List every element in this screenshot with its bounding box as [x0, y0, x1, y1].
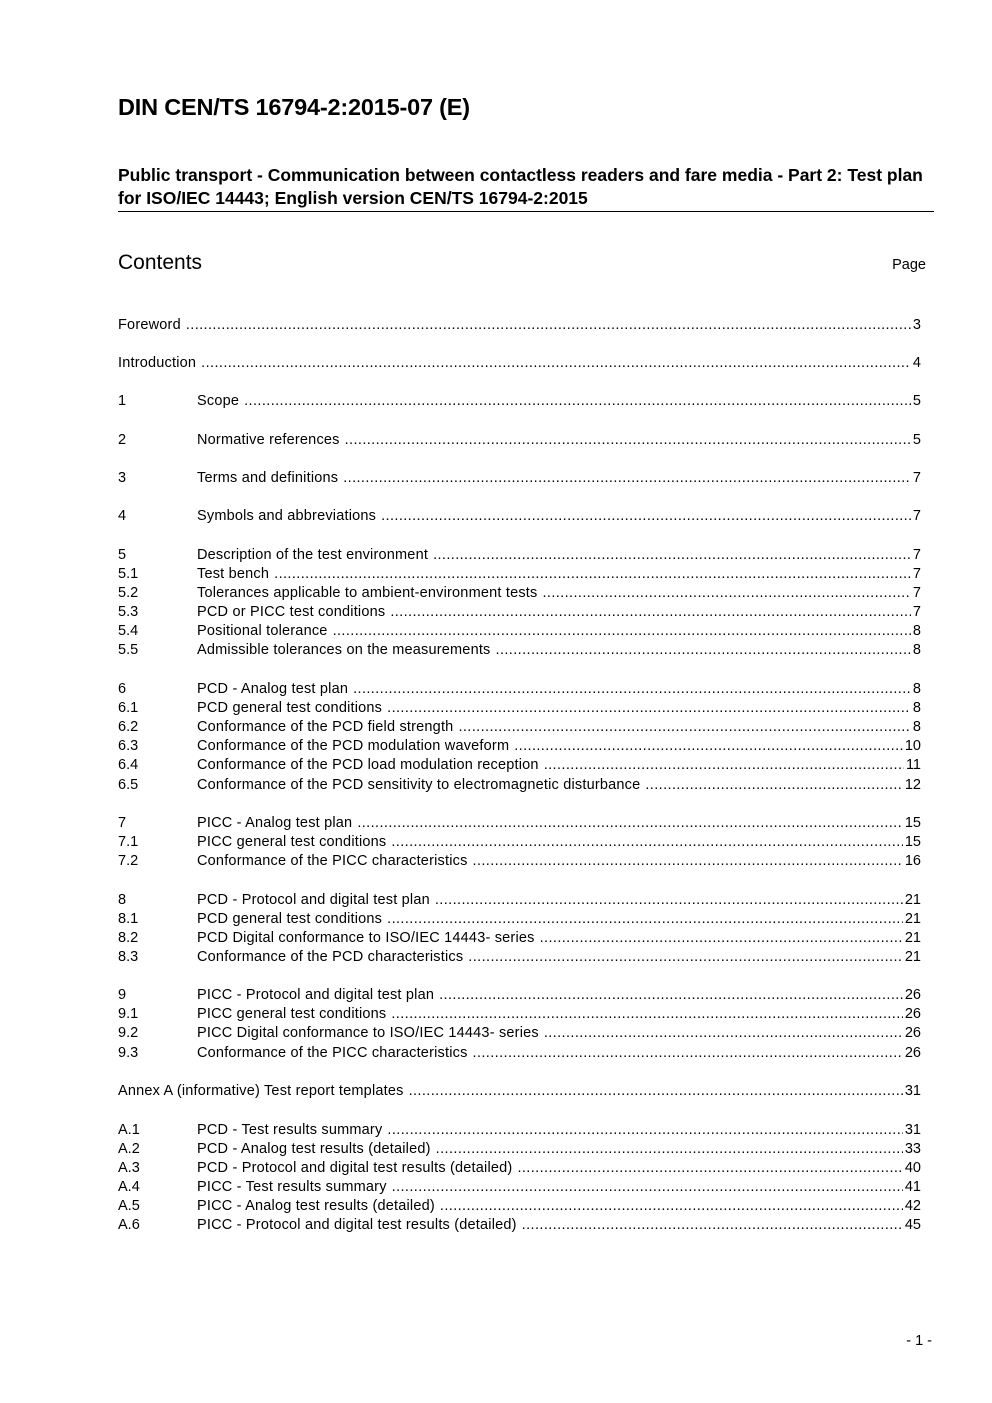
toc-entry-page: 15: [904, 834, 921, 850]
toc-dot-leader: [353, 680, 911, 699]
toc-entry-title: PCD - Analog test plan: [197, 681, 349, 697]
toc-entry-number: 9: [118, 987, 127, 1003]
toc-entry-title: Foreword: [118, 317, 181, 333]
toc-entry-page: 21: [904, 949, 921, 965]
toc-entry-title: PICC - Protocol and digital test results (detailed): [197, 1217, 517, 1233]
toc-entry-page: 7: [912, 585, 921, 601]
toc-dot-leader: [409, 1082, 903, 1101]
toc-entry-number: 8.3: [118, 949, 139, 965]
toc-entry-page: 40: [904, 1160, 921, 1176]
toc-entry-title: PCD - Protocol and digital test plan: [197, 892, 430, 908]
toc-entry[interactable]: [118, 986, 921, 1005]
toc-entry-title: Introduction: [118, 355, 197, 371]
toc-dot-leader: [186, 316, 911, 335]
contents-heading: Contents: [118, 251, 203, 274]
toc-entry-page: 7: [912, 547, 921, 563]
toc-entry-title: PICC Digital conformance to ISO/IEC 14443- series: [197, 1025, 539, 1041]
toc-entry[interactable]: [118, 1159, 921, 1178]
toc-entry-page: 33: [904, 1141, 921, 1157]
toc-entry[interactable]: [118, 1044, 921, 1063]
toc-entry[interactable]: [118, 776, 921, 795]
toc-dot-leader: [387, 699, 911, 718]
toc-entry-title: PICC - Test results summary: [197, 1179, 387, 1195]
toc-dot-leader: [435, 891, 903, 910]
toc-dot-leader: [439, 986, 903, 1005]
document-subtitle: Public transport - Communication between contactless readers and fare media - Part 2: Test plan for ISO/IEC 14443; English version CEN/TS 16794-2:2015: [118, 164, 934, 212]
toc-dot-leader: [345, 431, 911, 450]
toc-entry-number: 1: [118, 393, 127, 409]
toc-entry-number: 2: [118, 432, 127, 448]
toc-entry-number: 6.3: [118, 738, 139, 754]
toc-entry-number: 5.2: [118, 585, 139, 601]
toc-entry-title: PICC general test conditions: [197, 1006, 387, 1022]
toc-entry-page: 15: [904, 815, 921, 831]
toc-entry-page: 21: [904, 911, 921, 927]
toc-entry-number: A.6: [118, 1217, 140, 1233]
toc-dot-leader: [473, 1044, 903, 1063]
toc-entry-page: 8: [912, 681, 921, 697]
toc-dot-leader: [544, 756, 904, 775]
toc-entry-number: 7: [118, 815, 127, 831]
toc-entry[interactable]: [118, 316, 921, 335]
toc-entry[interactable]: [118, 737, 921, 756]
toc-entry[interactable]: [118, 507, 921, 526]
toc-dot-leader: [433, 546, 911, 565]
toc-dot-leader: [333, 622, 911, 641]
toc-dot-leader: [381, 507, 911, 526]
toc-dot-leader: [458, 718, 910, 737]
toc-entry[interactable]: [118, 910, 921, 929]
toc-entry-number: A.2: [118, 1141, 140, 1157]
toc-dot-leader: [436, 1140, 903, 1159]
toc-entry-number: 8: [118, 892, 127, 908]
toc-entry-title: Description of the test environment: [197, 547, 429, 563]
toc-entry[interactable]: [118, 814, 921, 833]
toc-entry[interactable]: [118, 354, 921, 373]
toc-entry-page: 26: [904, 1025, 921, 1041]
toc-dot-leader: [391, 1005, 902, 1024]
toc-dot-leader: [517, 1159, 902, 1178]
toc-entry-number: 6.4: [118, 757, 139, 773]
toc-entry[interactable]: [118, 1082, 921, 1101]
toc-dot-leader: [390, 603, 911, 622]
toc-entry-number: 9.3: [118, 1045, 139, 1061]
toc-entry-page: 7: [912, 508, 921, 524]
toc-entry[interactable]: [118, 680, 921, 699]
toc-entry-title: PICC - Analog test results (detailed): [197, 1198, 435, 1214]
toc-entry[interactable]: [118, 929, 921, 948]
toc-entry-title: Test bench: [197, 566, 270, 582]
toc-dot-leader: [387, 1121, 902, 1140]
toc-entry-page: 4: [912, 355, 921, 371]
toc-entry-page: 21: [904, 930, 921, 946]
toc-entry-title: PCD - Test results summary: [197, 1122, 383, 1138]
toc-entry-title: PCD Digital conformance to ISO/IEC 14443- series: [197, 930, 535, 946]
toc-entry[interactable]: [118, 1140, 921, 1159]
toc-entry-title: PICC general test conditions: [197, 834, 387, 850]
toc-entry-title: PCD - Protocol and digital test results (detailed): [197, 1160, 513, 1176]
toc-entry-title: Conformance of the PCD load modulation reception: [197, 757, 539, 773]
toc-entry-title: PCD or PICC test conditions: [197, 604, 386, 620]
toc-entry[interactable]: [118, 1005, 921, 1024]
toc-entry-number: 5: [118, 547, 127, 563]
toc-entry-page: 7: [912, 604, 921, 620]
toc-entry[interactable]: [118, 756, 921, 775]
toc-entry-page: 8: [912, 623, 921, 639]
page-column-label: Page: [892, 257, 926, 273]
toc-entry-page: 5: [912, 393, 921, 409]
toc-dot-leader: [544, 1024, 903, 1043]
toc-entry-title: Conformance of the PCD field strength: [197, 719, 454, 735]
toc-entry-number: 5.3: [118, 604, 139, 620]
toc-entry-number: A.5: [118, 1198, 140, 1214]
toc-entry[interactable]: [118, 1197, 921, 1216]
toc-entry[interactable]: [118, 852, 921, 871]
toc-entry-number: 6.1: [118, 700, 139, 716]
toc-entry-number: 8.1: [118, 911, 139, 927]
toc-dot-leader: [645, 776, 902, 795]
toc-entry-page: 21: [904, 892, 921, 908]
toc-entry-number: A.3: [118, 1160, 140, 1176]
toc-dot-leader: [343, 469, 911, 488]
toc-entry-number: 6: [118, 681, 127, 697]
toc-entry[interactable]: [118, 1024, 921, 1043]
toc-entry-page: 10: [904, 738, 921, 754]
toc-entry-title: PCD general test conditions: [197, 700, 383, 716]
toc-entry-title: Scope: [197, 393, 240, 409]
toc-dot-leader: [392, 1178, 903, 1197]
document-id: DIN CEN/TS 16794-2:2015-07 (E): [118, 94, 470, 120]
toc-entry-title: PCD general test conditions: [197, 911, 383, 927]
toc-entry[interactable]: [118, 1121, 921, 1140]
toc-entry-page: 31: [904, 1083, 921, 1099]
toc-entry-number: 6.5: [118, 777, 139, 793]
toc-entry[interactable]: [118, 641, 921, 660]
toc-entry-page: 45: [904, 1217, 921, 1233]
toc-entry[interactable]: [118, 584, 921, 603]
toc-entry[interactable]: [118, 565, 921, 584]
toc-dot-leader: [542, 584, 910, 603]
toc-entry[interactable]: [118, 546, 921, 565]
toc-dot-leader: [274, 565, 911, 584]
toc-entry-page: 26: [904, 987, 921, 1003]
toc-entry-page: 41: [904, 1179, 921, 1195]
toc-entry[interactable]: [118, 891, 921, 910]
toc-entry-title: Annex A (informative) Test report templates: [118, 1083, 404, 1099]
toc-entry-page: 5: [912, 432, 921, 448]
toc-dot-leader: [496, 641, 911, 660]
toc-entry-page: 8: [912, 642, 921, 658]
toc-entry-number: A.1: [118, 1122, 140, 1138]
toc-entry-title: Conformance of the PICC characteristics: [197, 853, 468, 869]
toc-entry-number: 7.2: [118, 853, 139, 869]
toc-entry-page: 26: [904, 1045, 921, 1061]
toc-entry-title: PCD - Analog test results (detailed): [197, 1141, 431, 1157]
toc-dot-leader: [244, 392, 911, 411]
toc-entry-title: Symbols and abbreviations: [197, 508, 377, 524]
toc-entry[interactable]: [118, 833, 921, 852]
toc-entry-page: 7: [912, 566, 921, 582]
toc-dot-leader: [514, 737, 903, 756]
toc-entry-page: 26: [904, 1006, 921, 1022]
toc-entry-number: 9.2: [118, 1025, 139, 1041]
toc-entry-page: 16: [904, 853, 921, 869]
toc-entry-number: 5.5: [118, 642, 139, 658]
toc-dot-leader: [473, 852, 903, 871]
toc-entry-number: A.4: [118, 1179, 140, 1195]
toc-entry-page: 31: [904, 1122, 921, 1138]
toc-entry-title: PICC - Protocol and digital test plan: [197, 987, 435, 1003]
toc-entry-title: PICC - Analog test plan: [197, 815, 353, 831]
toc-dot-leader: [357, 814, 903, 833]
toc-entry-number: 8.2: [118, 930, 139, 946]
toc-entry[interactable]: [118, 1216, 921, 1235]
toc-entry-page: 7: [912, 470, 921, 486]
toc-entry-title: Tolerances applicable to ambient-environment tests: [197, 585, 538, 601]
toc-entry-title: Conformance of the PCD sensitivity to electromagnetic disturbance: [197, 777, 641, 793]
toc-entry-number: 4: [118, 508, 127, 524]
toc-dot-leader: [440, 1197, 903, 1216]
toc-entry-number: 5.4: [118, 623, 139, 639]
toc-dot-leader: [468, 948, 903, 967]
toc-entry[interactable]: [118, 718, 921, 737]
footer-page-number: - 1 -: [906, 1333, 932, 1349]
toc-entry-number: 9.1: [118, 1006, 139, 1022]
toc-entry-title: Normative references: [197, 432, 340, 448]
toc-entry-number: 5.1: [118, 566, 139, 582]
toc-entry-page: 11: [905, 757, 921, 773]
toc-entry-page: 8: [912, 700, 921, 716]
toc-entry[interactable]: [118, 431, 921, 450]
toc-entry-page: 42: [904, 1198, 921, 1214]
toc-entry-title: Admissible tolerances on the measurements: [197, 642, 491, 658]
toc-entry[interactable]: [118, 603, 921, 622]
toc-entry-title: Positional tolerance: [197, 623, 328, 639]
toc-dot-leader: [387, 910, 903, 929]
toc-entry[interactable]: [118, 622, 921, 641]
toc-dot-leader: [201, 354, 911, 373]
toc-dot-leader: [540, 929, 903, 948]
toc-entry[interactable]: [118, 948, 921, 967]
toc-entry-title: Terms and definitions: [197, 470, 339, 486]
toc-entry-title: Conformance of the PCD characteristics: [197, 949, 464, 965]
toc-entry-number: 7.1: [118, 834, 139, 850]
toc-entry-number: 3: [118, 470, 127, 486]
toc-entry-page: 8: [912, 719, 921, 735]
toc-dot-leader: [391, 833, 902, 852]
toc-entry-title: Conformance of the PCD modulation waveform: [197, 738, 510, 754]
toc-dot-leader: [522, 1216, 903, 1235]
toc-entry[interactable]: [118, 699, 921, 718]
toc-entry[interactable]: [118, 1178, 921, 1197]
toc-entry[interactable]: [118, 469, 921, 488]
toc-entry-number: 6.2: [118, 719, 139, 735]
toc-entry-page: 12: [904, 777, 921, 793]
toc-entry-page: 3: [912, 317, 921, 333]
toc-entry[interactable]: [118, 392, 921, 411]
toc-entry-title: Conformance of the PICC characteristics: [197, 1045, 468, 1061]
